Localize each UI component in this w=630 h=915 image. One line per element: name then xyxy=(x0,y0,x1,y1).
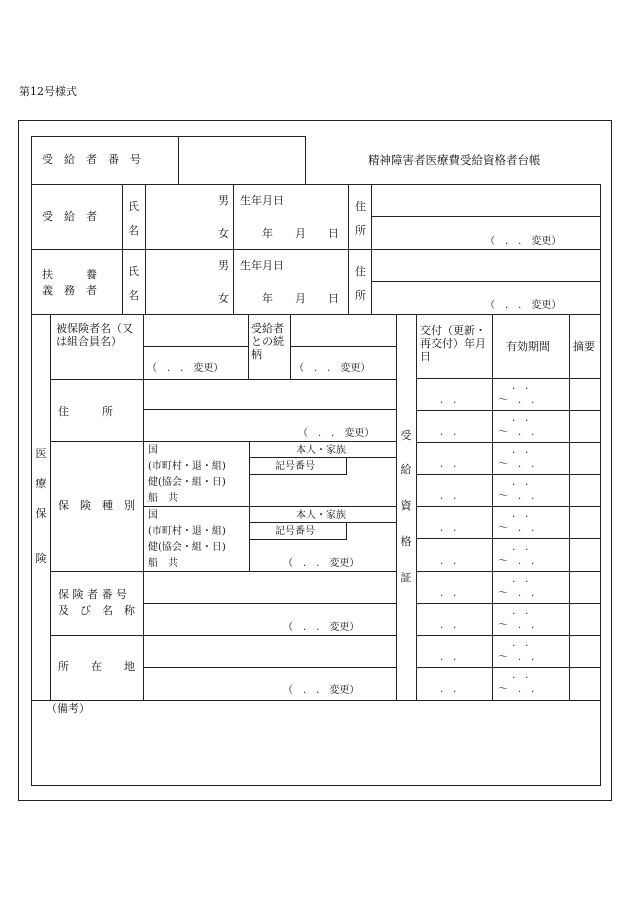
issue-date[interactable]: . . xyxy=(440,491,457,502)
insurance-type-2-seamen[interactable]: 船 共 xyxy=(148,558,178,569)
dependent-birth-label: 生年月日 xyxy=(240,259,284,272)
dependent-section-label-1: 扶 養 xyxy=(42,268,97,281)
recipient-number-label: 受 給 者 番 号 xyxy=(42,153,141,166)
dependent-name-field[interactable] xyxy=(147,251,217,313)
eligibility-label-5: 証 xyxy=(400,571,412,584)
validity-start[interactable]: . . xyxy=(512,638,529,649)
recipient-birth-label: 生年月日 xyxy=(240,194,284,207)
insurance-type-1-national[interactable]: 国 xyxy=(148,445,158,456)
insurance-type-1-municipal[interactable]: (市町村・退・組) xyxy=(148,461,226,472)
validity-start[interactable]: . . xyxy=(512,606,529,617)
validity-tilde: ～ xyxy=(498,588,508,599)
medical-insurance-label-1: 医 xyxy=(35,447,47,460)
dependent-birth-date[interactable]: 年 月 日 xyxy=(262,292,339,305)
validity-start[interactable]: . . xyxy=(512,542,529,553)
issue-date[interactable]: . . xyxy=(440,652,457,663)
dependent-address-field[interactable] xyxy=(373,251,599,280)
validity-end[interactable]: . . xyxy=(518,652,535,663)
symbol-number-field-1[interactable] xyxy=(251,476,395,505)
validity-start[interactable]: . . xyxy=(512,670,529,681)
dependent-section-label-2: 義 務 者 xyxy=(42,284,97,297)
location-change: （ . . 変更） xyxy=(283,685,360,696)
medical-insurance-label-2: 療 xyxy=(35,477,47,490)
relation-label: 受給者との続柄 xyxy=(251,322,284,361)
self-family-2[interactable]: 本人・家族 xyxy=(296,510,346,521)
validity-tilde: ～ xyxy=(498,652,508,663)
dependent-name-label-2: 名 xyxy=(128,289,139,302)
dependent-address-label-2: 所 xyxy=(355,289,366,302)
dependent-address-change: （ . . 変更） xyxy=(485,300,562,311)
symbol-number-label-2: 記号番号 xyxy=(275,526,315,537)
insurance-type-2-municipal[interactable]: (市町村・退・組) xyxy=(148,526,226,537)
validity-end[interactable]: . . xyxy=(518,491,535,502)
dependent-name-label-1: 氏 xyxy=(128,265,139,278)
validity-tilde: ～ xyxy=(498,427,508,438)
validity-start[interactable]: . . xyxy=(512,477,529,488)
validity-tilde: ～ xyxy=(498,523,508,534)
insurance-type-1-seamen[interactable]: 船 共 xyxy=(148,493,178,504)
recipient-address-change: （ . . 変更） xyxy=(485,236,562,247)
insurer-number-field[interactable] xyxy=(145,573,395,602)
recipient-sex-female[interactable]: 女 xyxy=(218,227,229,240)
validity-tilde: ～ xyxy=(498,491,508,502)
insured-name-label: 被保険者名（又は組合員名） xyxy=(56,322,133,348)
issue-date[interactable]: . . xyxy=(440,427,457,438)
recipient-address-label-1: 住 xyxy=(355,200,366,213)
recipient-address-field[interactable] xyxy=(373,186,599,215)
recipient-sex-male[interactable]: 男 xyxy=(218,194,229,207)
self-family-1[interactable]: 本人・家族 xyxy=(296,445,346,456)
notes-field[interactable] xyxy=(33,717,599,783)
validity-end[interactable]: . . xyxy=(518,620,535,631)
issue-date[interactable]: . . xyxy=(440,588,457,599)
validity-period-header: 有効期間 xyxy=(506,340,550,353)
recipient-name-field[interactable] xyxy=(147,186,217,248)
validity-end[interactable]: . . xyxy=(518,556,535,567)
location-label: 所 在 地 xyxy=(58,660,135,673)
eligibility-label-4: 格 xyxy=(400,535,412,548)
medical-insurance-label-4: 険 xyxy=(35,552,47,565)
insured-name-change: （ . . 変更） xyxy=(147,363,224,374)
insured-address-field[interactable] xyxy=(145,381,395,408)
eligibility-label-2: 給 xyxy=(400,463,412,476)
insurance-type-change: （ . . 変更） xyxy=(283,558,360,569)
validity-end[interactable]: . . xyxy=(518,395,535,406)
insured-address-change: （ . . 変更） xyxy=(298,428,375,439)
validity-start[interactable]: . . xyxy=(512,509,529,520)
recipient-name-label-2: 名 xyxy=(128,224,139,237)
validity-end[interactable]: . . xyxy=(518,427,535,438)
validity-tilde: ～ xyxy=(498,684,508,695)
remarks-header: 摘要 xyxy=(573,340,595,353)
recipient-address-label-2: 所 xyxy=(355,224,366,237)
relation-change: （ . . 変更） xyxy=(294,363,371,374)
validity-tilde: ～ xyxy=(498,556,508,567)
recipient-section-label: 受 給 者 xyxy=(42,210,97,223)
validity-start[interactable]: . . xyxy=(512,381,529,392)
validity-tilde: ～ xyxy=(498,459,508,470)
recipient-name-label-1: 氏 xyxy=(128,200,139,213)
issue-date[interactable]: . . xyxy=(440,459,457,470)
issue-date[interactable]: . . xyxy=(440,620,457,631)
notes-label: （備考） xyxy=(46,702,90,715)
eligibility-label-1: 受 xyxy=(400,429,412,442)
recipient-number-field[interactable] xyxy=(180,138,304,184)
issue-date-header: 交付（更新・再交付）年月日 xyxy=(420,324,486,363)
medical-insurance-label-3: 保 xyxy=(35,507,47,520)
eligibility-label-3: 資 xyxy=(400,499,412,512)
insured-name-field[interactable] xyxy=(145,316,247,345)
validity-end[interactable]: . . xyxy=(518,459,535,470)
issue-date[interactable]: . . xyxy=(440,684,457,695)
ledger-title: 精神障害者医療費受給資格者台帳 xyxy=(368,153,541,167)
insured-address-label: 住 所 xyxy=(58,405,113,418)
validity-tilde: ～ xyxy=(498,620,508,631)
insurance-type-label: 保 険 種 別 xyxy=(58,499,135,512)
dependent-address-label-1: 住 xyxy=(355,265,366,278)
relation-field[interactable] xyxy=(292,316,395,345)
issue-date[interactable]: . . xyxy=(440,556,457,567)
validity-end[interactable]: . . xyxy=(518,684,535,695)
location-field[interactable] xyxy=(145,637,395,666)
insurance-type-2-national[interactable]: 国 xyxy=(148,510,158,521)
validity-start[interactable]: . . xyxy=(512,445,529,456)
validity-end[interactable]: . . xyxy=(518,523,535,534)
form-number: 第12号様式 xyxy=(19,85,77,98)
issue-date[interactable]: . . xyxy=(440,395,457,406)
insurer-change: （ . . 変更） xyxy=(283,622,360,633)
insurer-number-label-2: 及 び 名 称 xyxy=(58,604,135,617)
issue-date[interactable]: . . xyxy=(440,523,457,534)
validity-start[interactable]: . . xyxy=(512,574,529,585)
validity-end[interactable]: . . xyxy=(518,588,535,599)
dependent-sex-male[interactable]: 男 xyxy=(218,259,229,272)
insurance-type-1-health[interactable]: 健(協会・組・日) xyxy=(148,477,226,488)
insurer-number-label-1: 保 険 者 番 号 xyxy=(58,588,127,601)
insurance-type-2-health[interactable]: 健(協会・組・日) xyxy=(148,542,226,553)
validity-tilde: ～ xyxy=(498,395,508,406)
dependent-sex-female[interactable]: 女 xyxy=(218,292,229,305)
validity-start[interactable]: . . xyxy=(512,413,529,424)
symbol-number-label-1: 記号番号 xyxy=(275,461,315,472)
recipient-birth-date[interactable]: 年 月 日 xyxy=(262,227,339,240)
